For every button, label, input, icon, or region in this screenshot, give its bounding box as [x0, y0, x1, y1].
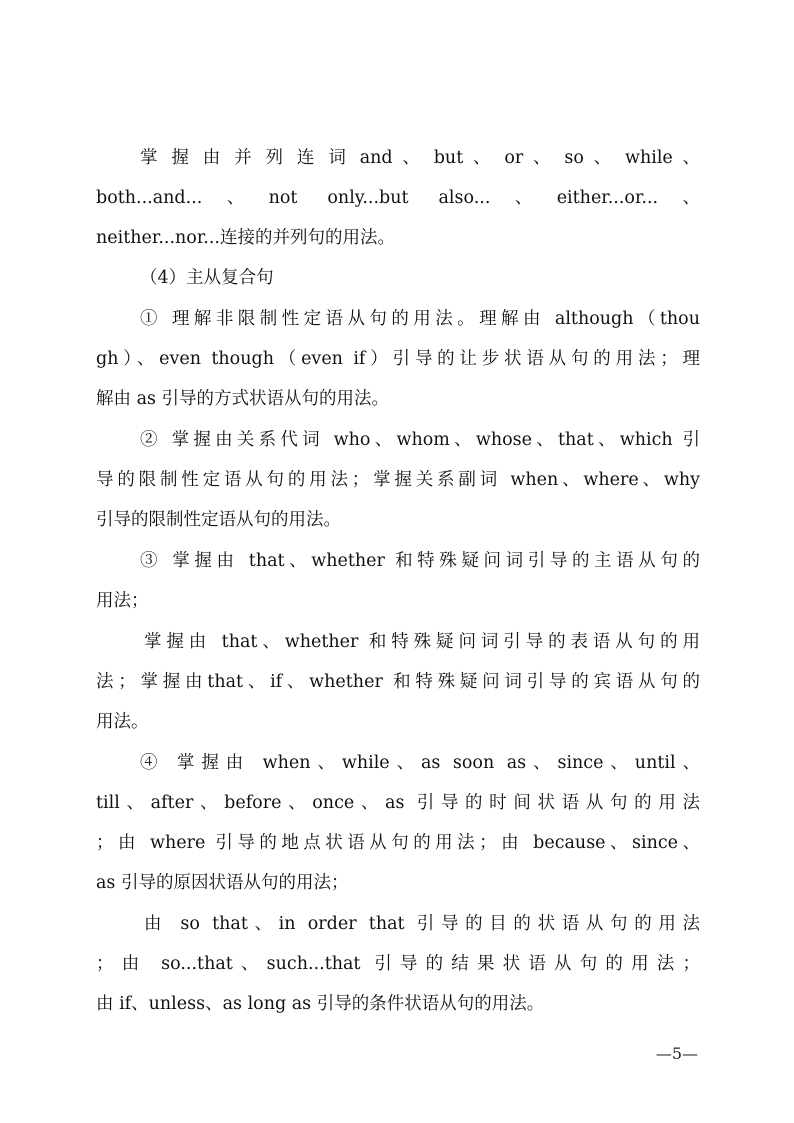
page-number: —5— [655, 1044, 698, 1063]
text-line: 用法； [96, 591, 149, 611]
text-line: 引导的限制性定语从句的用法。 [96, 510, 341, 530]
text-line: 掌握由 that、whether 和特殊疑问词引导的表语从句的用 [144, 632, 700, 652]
text-line: ；由 where 引导的地点状语从句的用法；由 because、since、 [96, 833, 700, 853]
text-line: 法；掌握由that、if、whether 和特殊疑问词引导的宾语从句的 [96, 672, 700, 692]
section-heading: （4）主从复合句 [140, 268, 274, 288]
text-line: neither...nor...连接的并列句的用法。 [96, 228, 395, 248]
text-line: 导的限制性定语从句的用法；掌握关系副词 when、where、why [96, 470, 700, 490]
text-line: gh）、even though（even if）引导的让步状语从句的用法；理 [96, 349, 700, 369]
text-line: ② 掌握由关系代词 who、whom、whose、that、which 引 [140, 430, 700, 450]
text-line: ④ 掌握由 when、while、as soon as、since、until、 [140, 753, 700, 773]
text-line: 由 if、unless、as long as 引导的条件状语从句的用法。 [96, 994, 545, 1014]
text-line: 掌 握 由 并 列 连 词 and 、 but 、 or 、 so 、 while 、 [140, 148, 700, 168]
text-line: 解由 as 引导的方式状语从句的用法。 [96, 389, 390, 409]
text-line: 用法。 [96, 712, 149, 732]
text-line: ；由 so...that、such...that 引导的结果状语从句的用法； [96, 954, 700, 974]
text-line: ③ 掌握由 that、whether 和特殊疑问词引导的主语从句的 [140, 551, 700, 571]
text-line: till、after、before、once、as 引导的时间状语从句的用法 [96, 793, 700, 813]
text-line: ① 理解非限制性定语从句的用法。理解由 although（thou [140, 309, 700, 329]
text-line: as 引导的原因状语从句的用法； [96, 873, 349, 893]
text-line: both...and...、not only...but also...、either...or...、 [96, 188, 700, 208]
text-line: 由 so that、in order that 引导的目的状语从句的用法 [144, 914, 700, 934]
